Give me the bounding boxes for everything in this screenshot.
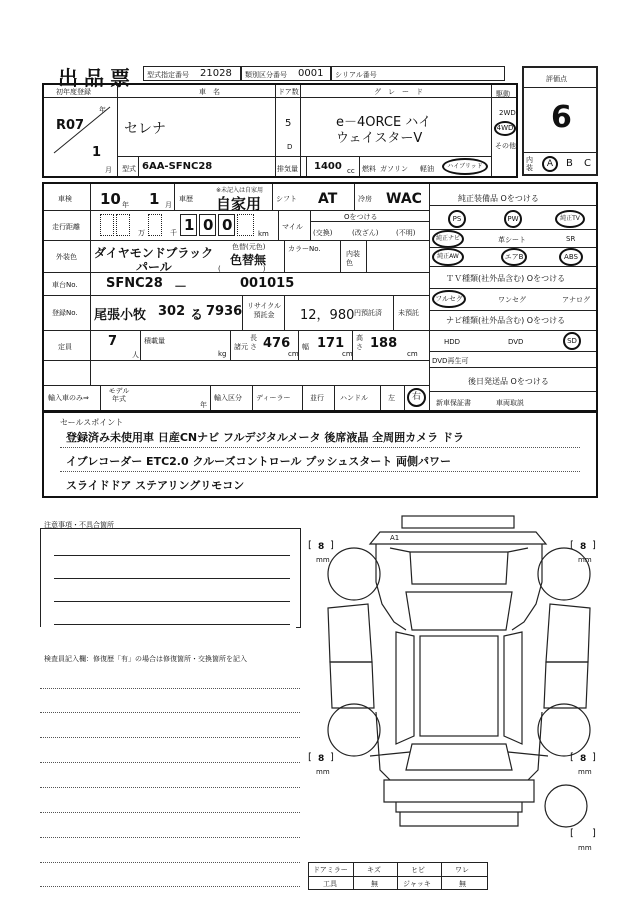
doors-label: ドア数 (278, 88, 299, 96)
ac-value: WAC (386, 191, 422, 207)
color-value2: パール (136, 260, 172, 274)
inspection-year: 10 (100, 190, 121, 208)
vehicle-top-table (42, 83, 518, 178)
length-cm: cm (288, 350, 299, 358)
option-genuine-tv: 純正TV (555, 210, 585, 228)
interior-color-label: 内装色 (346, 250, 360, 267)
capacity-value: 7 (108, 334, 118, 349)
load-unit: kg (218, 350, 227, 358)
fuel-gas: ガソリン (380, 165, 408, 173)
chassis-label: 車台No. (52, 281, 78, 289)
capacity-unit: 人 (132, 351, 139, 359)
option-genuine-navi: 純正ナビ (432, 230, 464, 248)
height-value: 188 (370, 336, 398, 351)
dims-label: 諸元 (234, 343, 248, 351)
mileage-sen: 千 (170, 229, 177, 237)
navi-type-header: ナビ種類(社外品含む) Oをつける (446, 316, 566, 325)
first-reg-era: R07 (56, 118, 85, 133)
handle-right: 右 (407, 388, 426, 407)
displacement-value: 1400 (314, 161, 342, 172)
color-change-parens: ( ) (218, 265, 266, 273)
width-value: 171 (317, 336, 345, 351)
reg-class: 302 (158, 304, 186, 319)
car-name-label: 車 名 (199, 88, 220, 96)
color-no-label: カラーNo. (288, 245, 321, 253)
inspection-year-unit: 年 (122, 201, 129, 209)
option-leather: 革シート (498, 236, 526, 244)
import-label: 輸入車のみ⇒ (48, 394, 89, 402)
interior-grade-label: 内装 (526, 156, 533, 172)
later-warranty: 新車保証書 (436, 399, 471, 407)
inspector-label: 検査員記入欄：修復歴「有」の場合は修復箇所・交換箇所を記入 (44, 655, 247, 663)
recycle-paid: 円預託済 (354, 309, 382, 317)
sales-points-label: セールスポイント (60, 418, 124, 427)
drive-other: その他 (495, 142, 516, 150)
import-type-label: 輸入区分 (214, 394, 242, 402)
width-label: 幅 (302, 343, 309, 351)
drive-4wd: 4WD (494, 121, 516, 136)
length-value: 476 (263, 336, 291, 351)
recycle-label: リサイクル預託金 (246, 302, 282, 319)
interior-grade-c: C (584, 158, 591, 169)
handle-label: ハンドル (340, 394, 368, 402)
navi-sd: SD (563, 332, 581, 350)
option-genuine-aw: 純正AW (432, 248, 464, 266)
option-abs: ABS (559, 248, 583, 266)
grade-line1: e－4ORCE ハイ (336, 115, 432, 130)
category-value: 0001 (298, 68, 324, 79)
chassis-dash: － (174, 280, 188, 295)
tread-rear-right: [ 8 ] mm (570, 752, 596, 776)
vehicle-detail-table (42, 182, 598, 412)
serial-box (331, 66, 505, 81)
fuel-hybrid: ハイブリッド (442, 158, 488, 175)
grade-label: グ レ ー ド (374, 88, 423, 96)
jack-value: 無 (459, 880, 466, 888)
navi-dvd: DVD (508, 338, 524, 346)
tv-oneseg: ワンセグ (498, 296, 526, 304)
option-ps: PS (448, 210, 466, 228)
grade-score-label: 評価点 (546, 75, 567, 83)
color-change-value: 色替無 (230, 253, 267, 267)
tv-analog: アナログ (562, 296, 590, 304)
sales-points-box (42, 412, 598, 498)
sales-points-line2: イブレコーダー ETC2.0 クルーズコントロール プッシュスタート 両側パワー (66, 455, 452, 468)
interior-grade-a: A (542, 156, 558, 172)
tread-rear-left: [ 8 ] mm (308, 752, 334, 776)
page-title: 出品票 (58, 66, 136, 90)
car-body-diagram (310, 512, 610, 862)
drive-2wd: 2WD (499, 109, 516, 117)
type-value: 6AA-SFNC28 (142, 161, 213, 172)
sales-points-line1: 登録済み未使用車 日産CNナビ フルデジタルメータ 後席液晶 全周囲カメラ ドラ (66, 431, 464, 444)
height-cm: cm (407, 350, 418, 358)
first-reg-month-unit: 月 (105, 166, 112, 174)
diagram-a1-label: A1 (390, 534, 400, 542)
first-reg-year-unit: 年 (99, 106, 106, 114)
first-reg-month: 1 (92, 145, 102, 160)
fuel-light: 軽油 (420, 165, 434, 173)
jack-label: ジャッキ (403, 880, 431, 888)
history-label: 車歴 (179, 195, 193, 203)
tread-front-right: [ 8 ] mm (570, 540, 596, 564)
model-designation-box (143, 66, 241, 81)
option-sr: SR (566, 235, 576, 243)
import-parallel: 並行 (310, 394, 324, 402)
mile-label: マイル (282, 223, 303, 231)
scratch-label: キズ (367, 866, 381, 874)
mileage-digit-2: 0 (203, 216, 214, 234)
broken-label: ワレ (455, 866, 469, 874)
shift-value: AT (318, 191, 338, 207)
reg-label: 登録No. (52, 309, 78, 317)
navi-hdd: HDD (444, 338, 461, 346)
crack-label: ヒビ (411, 866, 425, 874)
meter-exchange: (交換) (313, 229, 333, 237)
handle-left: 左 (388, 394, 395, 402)
recycle-value: 12，980 (300, 308, 355, 323)
model-designation-value: 21028 (200, 68, 232, 79)
mileage-man: 万 (138, 229, 145, 237)
color-value1: ダイヤモンドブラック (94, 246, 214, 260)
later-shipment-header: 後日発送品 Oをつける (468, 377, 549, 386)
caution-label: 注意事項・不具合箇所 (44, 521, 114, 529)
drive-label: 駆動 (496, 90, 510, 98)
recycle-unpaid: 未預託 (398, 309, 419, 317)
grade-score-value: 6 (551, 100, 572, 135)
height-label: 高さ (356, 334, 363, 351)
grade-line2: ウェイスターV (336, 131, 423, 146)
mileage-unit: km (258, 230, 269, 238)
type-label: 型式 (122, 165, 136, 173)
history-note: ※未記入は自家用 (216, 187, 264, 194)
serial-label: シリアル番号 (335, 71, 377, 79)
tools-value: 無 (371, 880, 378, 888)
ac-label: 冷房 (358, 195, 372, 203)
doors-suffix: D (287, 143, 293, 151)
car-name-value: セレナ (124, 121, 166, 137)
dvd-playback: DVD再生可 (432, 357, 469, 365)
inspection-month-unit: 月 (165, 201, 172, 209)
meter-unknown: (不明) (396, 229, 416, 237)
reg-area: 尾張小牧 (94, 308, 147, 323)
displacement-unit: cc (347, 167, 355, 175)
color-label: 外装色 (56, 253, 77, 261)
fuel-label: 燃料 (362, 165, 376, 173)
category-label: 類別区分番号 (245, 71, 287, 79)
mileage-digit-1: 1 (184, 216, 195, 234)
length-label: 長さ (250, 334, 257, 351)
later-manual: 車両取説 (496, 399, 524, 407)
chassis-prefix: SFNC28 (106, 276, 163, 291)
inspection-month: 1 (149, 190, 160, 208)
option-pw: PW (504, 210, 522, 228)
mileage-label: 走行距離 (52, 223, 80, 231)
shift-label: シフト (276, 195, 297, 203)
door-mirror-label: ドアミラー (313, 866, 348, 874)
reg-kana: る (190, 308, 204, 323)
meter-modified: (改ざん) (352, 229, 379, 237)
displacement-label: 排気量 (277, 165, 298, 173)
mileage-digit-3: 0 (222, 216, 233, 234)
color-change-label: 色替(元色) (232, 243, 266, 251)
interior-grade-b: B (566, 158, 573, 169)
equipment-table (308, 862, 488, 890)
reg-num: 7936 (206, 304, 243, 319)
tread-front-left: [ 8 ] mm (308, 540, 334, 564)
first-reg-label: 初年度登録 (56, 88, 91, 96)
grade-score-box (522, 66, 598, 176)
option-airbag: エアB (501, 248, 527, 266)
tread-spare: [ ] mm (570, 828, 596, 852)
meter-circle-hint: Oをつける (344, 213, 378, 221)
import-dealer: ディーラー (256, 394, 291, 402)
genuine-options-header: 純正装備品 Oをつける (458, 194, 539, 203)
chassis-number: 001015 (240, 276, 295, 291)
model-designation-label: 型式指定番号 (147, 71, 189, 79)
category-box (241, 66, 331, 81)
tools-label: 工具 (323, 880, 337, 888)
model-year-label: モデル年式 (108, 387, 130, 403)
tv-fullseg: フルセグ (432, 290, 466, 308)
history-value: 自家用 (216, 195, 262, 213)
sales-points-line3: スライドドア ステアリングリモコン (66, 479, 245, 492)
capacity-label: 定員 (58, 343, 72, 351)
doors-value: 5 (285, 118, 292, 129)
load-label: 積載量 (144, 337, 165, 345)
tv-type-header: ＴＶ種類(社外品含む) Oをつける (446, 274, 566, 283)
inspection-label: 車検 (58, 195, 72, 203)
width-cm: cm (342, 350, 353, 358)
model-year-unit: 年 (200, 401, 207, 409)
